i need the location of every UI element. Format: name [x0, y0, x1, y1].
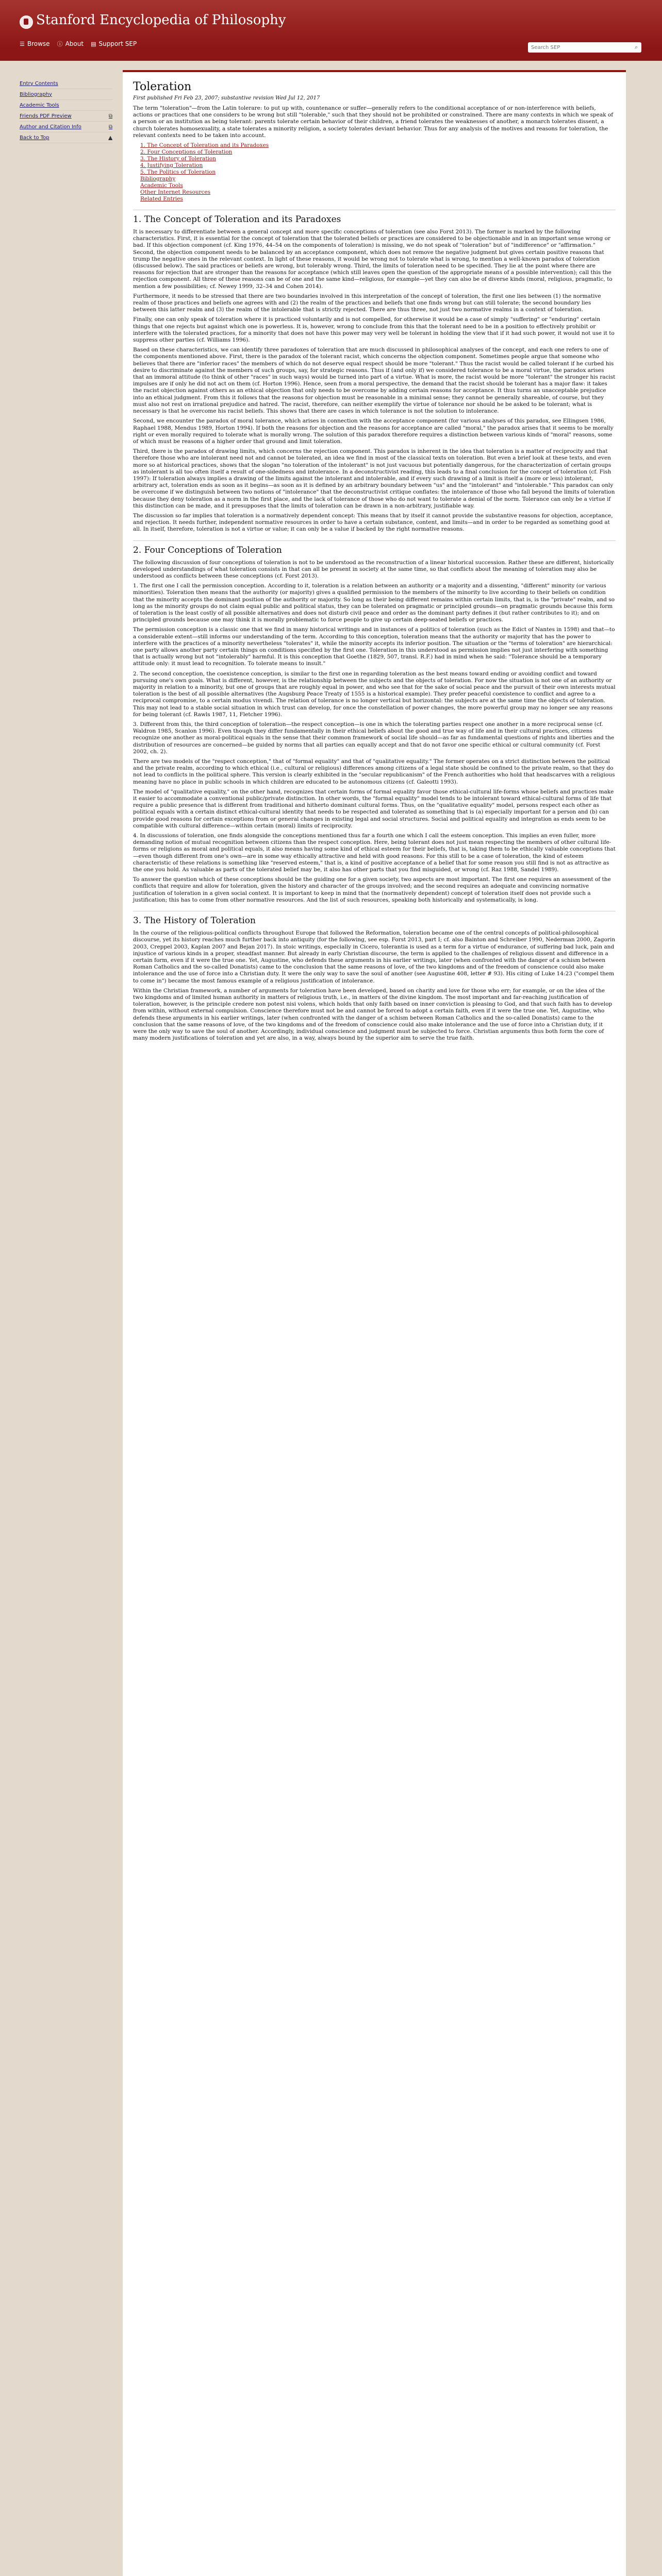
sidebar-item-label: Back to Top — [20, 134, 49, 141]
toc-link[interactable]: 5. The Politics of Toleration — [140, 169, 216, 176]
nav-browse[interactable] — [20, 40, 50, 48]
sidebar-item-label: Academic Tools — [20, 102, 59, 108]
sidebar-item-entry-contents[interactable] — [20, 78, 112, 89]
preamble — [133, 105, 616, 139]
body-paragraph: The following discussion of four conceptions of toleration is not to be understood as the reconstruction of a linear historical succession. Rather these are different, historically developed understandings of what toleration consists in that can all be present in society at the same time, so that conflicts about the meaning of toleration may also be understood as conflicts between these conceptions (cf. Forst 2013). — [133, 559, 614, 579]
toc-link[interactable]: Other Internet Resources — [140, 189, 211, 196]
sep-logo-icon[interactable] — [20, 15, 33, 29]
external-link-icon: ⧉ — [108, 124, 112, 130]
menu-icon: ☰ — [20, 40, 25, 47]
sidebar-item-author-citation[interactable] — [20, 122, 112, 132]
body-paragraph: There are two models of the "respect conception," that of "formal equality" and that of "qualitative equality." The former operates on a strict distinction between the political and the private realm, according to which ethical (i.e., cultural or religious) differences among citizens of a legal state should be confined to the private realm, so that they do not lead to conflicts in the political sphere. This version is clearly exhibited in the "secular republicanism" of the French authorities who hold that headscarves with a religious meaning have no place in public schools in which children are educated to be autonomous citizens (cf. Galeotti 1993). — [133, 758, 615, 785]
nav-about[interactable] — [57, 40, 84, 48]
sidebar-item-back-to-top[interactable] — [20, 132, 112, 143]
body-paragraph: 1. The first one I call the permission conception. According to it, toleration is a relation between an authority or a majority and a dissenting, "different" minority (or various minorities). Toleration then means that the authority (or majority) gives a qualified permission to the members of the minority to live according to their beliefs on condition that the minority accepts the dominant position of the authority or majority. So long as their being different remains within certain limits, that is, is the "private" realm, and so long as the minority groups do not claim equal public and political status, they can be tolerated on pragmatic or principled grounds—on pragmatic grounds because this form of toleration is the least costly of all possible alternatives and does not disturb civil peace and order as the dominant party defines it (but rather contributes to it); and on principled grounds because one may think it is morally problematic to force people to give up certain deep-seated beliefs or practices. — [133, 583, 615, 623]
section-heading: 3. The History of Toleration — [133, 911, 616, 926]
nav-support-label: Support SEP — [98, 40, 137, 47]
body-paragraph: In the course of the religious-political conflicts throughout Europe that followed the Reformation, toleration became one of the central concepts of political-philosophical discourse, yet its history reaches much further back into antiquity (for the following, see esp. Forst 2013, part I; cf. also Bainton and Schreiber 1990, Nederman 2000, Zagorin 2003, Creppel 2003, Kaplan 2007 and Bejan 2017). In stoic writings, especially in Cicero, tolerantia is used as a term for a virtue of endurance, of suffering bad luck, pain and injustice of various kinds in a proper, steadfast manner. But already in early Christian discourse, the term is applied to the challenges of religious dissent and difference in a certain form, even if it were the true one. Yet, Augustine, who defends these arguments in his earlier writings, later (when confronted with the danger of a schism between Roman Catholics and the so-called Donatists) came to the conclusion that the same reasons of love, of the two kingdoms and of the freedom of conscience could also make intolerance and the use of force into a Christian duty. It were the only way to save the soul of another (see Augustine 408, letter # 93). His citing of Luke 14:23 ("compel them to come in") became the most famous example of a religious justification of intolerance. — [133, 930, 616, 984]
body-paragraph: 2. The second conception, the coexistence conception, is similar to the first one in regarding toleration as the best means toward ending or avoiding conflict and toward pursuing one's own goals. What is different, however, is the relationship between the subjects and the objects of toleration. For now the situation is not one of an authority or majority in relation to a minority, but one of groups that are roughly equal in power, and who see that for the sake of social peace and the pursuit of their own interests mutual toleration is the best of all possible alternatives (the Augsburg Peace Treaty of 1555 is a historical example). They prefer peaceful coexistence to conflict and agree to a reciprocal compromise, to a certain modus vivendi. The relation of tolerance is no longer vertical but horizontal: the subjects are at the same time the objects of toleration. This may not lead to a stable social situation in which trust can develop, for once the constellation of power changes, the more powerful group may no longer see any reasons for being tolerant (cf. Rawls 1987, 11, Fletcher 1996). — [133, 670, 616, 718]
body-paragraph: 4. In discussions of toleration, one finds alongside the conceptions mentioned thus far a fourth one which I call the esteem conception. This implies an even fuller, more demanding notion of mutual recognition between citizens than the respect conception. Here, being tolerant does not just mean respecting the members of other cultural life-forms or religions as moral and political equals, it also means having some kind of ethical esteem for their beliefs, that is, taking them to be ethically valuable conceptions that—even though different from one's own—are in some way ethically attractive and held with good reasons. For this still to be a case of toleration, the kind of esteem characteristic of these relations is something like "reserved esteem," that is, a kind of positive acceptance of a belief that for some reason you still find is not as attractive as the one you hold. As valuable as parts of the tolerated belief may be, it also has other parts that you find misguided, or wrong (cf. Raz 1988, Sandel 1989). — [133, 833, 616, 873]
nav-browse-label: Browse — [27, 40, 50, 47]
search-icon[interactable]: ⌕ — [635, 44, 638, 50]
toc-link[interactable]: 2. Four Conceptions of Toleration — [140, 149, 233, 156]
section-heading: 1. The Concept of Toleration and its Paradoxes — [133, 210, 616, 225]
toc-link[interactable]: 4. Justifying Toleration — [140, 162, 203, 169]
body-paragraph: Furthermore, it needs to be stressed that there are two boundaries involved in this interpretation of the concept of toleration, the first one lies between (1) the normative realm of those practices and beliefs one agrees with and (2) the realm of the practices and beliefs that one finds wrong but can still tolerate; the second boundary lies between this latter realm and (3) the realm of the intolerable that is strictly rejected. There are thus three, not just two normative realms in a context of toleration. — [133, 293, 601, 313]
body-paragraph: The permission conception is a classic one that we find in many historical writings and in instances of a politics of toleration (such as the Edict of Nantes in 1598) and that—to a considerable extent—still informs our understanding of the term. According to this conception, toleration means that the authority or majority that has the power to interfere with the practices of a minority nevertheless "tolerates" it, while the minority accepts its inferior position. The situation or the "terms of toleration" are hierarchical: one party allows another party certain things on conditions specified by the first one. Toleration in this understood as permission implies not just interfering with something that is actually wrong but not "intolerably" harmful. It is this conception that Goethe (1829, 507, transl. R.F.) had in mind when he said: "Tolerance should be a temporary attitude only: it must lead to recognition. To tolerate means to insult." — [133, 626, 615, 667]
toc-link[interactable]: 3. The History of Toleration — [140, 156, 216, 162]
body-paragraph: Based on these characteristics, we can identify three paradoxes of toleration that are much discussed in philosophical analyses of the concept, and each one refers to one of the components mentioned above. First, there is the paradox of the tolerant racist, which concerns the objection component. Sometimes people argue that someone who believes that there are "inferior races" the members of which do not deserve equal respect should be more "tolerant." Thus the racist would be called tolerant if he curbed his desire to discriminate against the members of such groups, say, for strategic reasons. Thus if (and only if) we considered tolerance to be a moral virtue, the paradox arises that an immoral attitude (to think of other "races" in such ways) would be turned into part of a virtue. What is more, the racist would be more "tolerant" the stronger his racist impulses are if only he did not act on them (cf. Horton 1996). Hence, seen from a moral perspective, the demand that the racist should be tolerant has a major flaw: it takes the racist objection against others as an ethical objection that only needs to be overcome by adding certain reasons for acceptance. It thus turns an unacceptable prejudice into an ethical judgment. From this it follows that the reasons for objection must be reasonable in a minimal sense; they cannot be generally shareable, of course, but they must also not rest on irrational prejudice and hatred. The racist, therefore, can neither exemplify the virtue of tolerance nor should he be asked to be tolerant; what is necessary is that he overcome his racist beliefs. This shows that there are cases in which tolerance is not the solution to intolerance. — [133, 347, 616, 415]
search-box — [528, 42, 641, 53]
sidebar — [20, 78, 112, 143]
sidebar-item-friends-pdf[interactable] — [20, 111, 112, 122]
table-of-contents — [140, 142, 616, 202]
external-link-icon: ⧉ — [108, 113, 112, 119]
publication-info: First published Fri Feb 23, 2007; substantive revision Wed Jul 12, 2017 — [133, 95, 320, 101]
sidebar-item-bibliography[interactable] — [20, 89, 112, 100]
body-paragraph: It is necessary to differentiate between a general concept and more specific conceptions of toleration (see also Forst 2013). The former is marked by the following characteristics. First, it is essential for the concept of toleration that the tolerated beliefs or practices are considered to be objectionable and in an important sense wrong or bad. If this objection component (cf. King 1976, 44–54 on the components of toleration) is missing, we do not speak of "toleration" but of "indifference" or "affirmation." Second, the objection component needs to be balanced by an acceptance component, which does not remove the negative judgment but gives certain positive reasons that trump the negative ones in the relevant context. In light of these reasons, it would be wrong not to tolerate what is wrong, to mention a well-known paradox of toleration (discussed below). The said practices or beliefs are wrong, but tolerably wrong. Third, the limits of toleration need to be specified. They lie at the point where there are reasons for rejection that are stronger than the reasons for acceptance (which still leaves open the question of the appropriate means of a possible intervention); call this the rejection component. All three of these reasons can be of one and the same kind—religious, for example—yet they can also be of diverse kinds (moral, religious, pragmatic, to mention a few possibilities; cf. Newey 1999, 32–34 and Cohen 2014). — [133, 229, 613, 290]
section-heading: 2. Four Conceptions of Toleration — [133, 540, 616, 555]
caret-up-icon: ▲ — [108, 134, 112, 141]
toc-link[interactable]: Bibliography — [140, 176, 176, 182]
body-paragraph: Finally, one can only speak of toleration where it is practiced voluntarily and is not compelled, for otherwise it would be a case of simply "suffering" or "enduring" certain things that one rejects but against which one is powerless. It is, however, wrong to conclude from this that the tolerant need to be in a position to effectively prohibit or interfere with the tolerated practices, for a minority that does not have this power may very well be tolerant in holding the view that if it had such power, it would not use it to suppress other parties (cf. Williams 1996). — [133, 316, 615, 344]
sidebar-item-label: Entry Contents — [20, 80, 58, 87]
body-paragraph: The discussion so far implies that toleration is a normatively dependent concept: This means that by itself it cannot provide the substantive reasons for objection, acceptance, and rejection. It needs further, independent normative resources in order to have a certain substance, content, and limits—and in order to be regarded as something good at all. In itself, therefore, toleration is not a virtue or value; it can only be a value if backed by the right normative reasons. — [133, 512, 613, 533]
sidebar-item-label: Author and Citation Info — [20, 124, 81, 130]
info-icon: ⓘ — [57, 41, 63, 47]
site-title[interactable]: Stanford Encyclopedia of Philosophy — [36, 12, 286, 28]
body-paragraph: Within the Christian framework, a number of arguments for toleration have been developed, based on charity and love for those who err; for example, or on the idea of the two kingdoms and of limited human authority in matters of religious truth, i.e., in matters of the divine kingdom. The most important and far-reaching justification of toleration, however, is the principle credere non potest nisi volens, which holds that only faith based on inner conviction is pleasing to God, and that such faith has to develop from within, without external compulsion. Conscience therefore must not be and cannot be forced to adopt a certain faith, even if it were the true one. Yet, Augustine, who defends these arguments in his earlier writings, later (when confronted with the danger of a schism between Roman Catholics and the so-called Donatists) came to the conclusion that the same reasons of love, of the two kingdoms and of the freedom of conscience could also make intolerance and the use of force into a Christian duty, if it were the only way to save the soul of another. Accordingly, individual conscience and judgment must be subjected to force. Christian arguments thus both form the core of many modern justifications of toleration and yet are also, in a way, always bound by the superior aim to serve the true faith. — [133, 987, 613, 1042]
sidebar-item-label: Bibliography — [20, 91, 52, 97]
document-icon: ▤ — [91, 40, 96, 47]
sidebar-item-label: Friends PDF Preview — [20, 113, 72, 119]
sidebar-item-academic-tools[interactable] — [20, 100, 112, 111]
search-input[interactable] — [528, 45, 635, 50]
body-paragraph: The model of "qualitative equality," on the other hand, recognizes that certain forms of formal equality favor those ethical-cultural life-forms whose beliefs and practices make it easier to accommodate a conventional public/private distinction. In other words, the "formal equality" model tends to be intolerant toward ethical-cultural forms of life that require a public presence that is different from traditional and hitherto dominant cultural forms. Thus, on the "qualitative equality" model, persons respect each other as political equals with a certain distinct ethical-cultural identity that needs to be respected and tolerated as something that is (a) especially important for a person and (b) can provide good reasons for certain exceptions from or general changes in existing legal and social structures. Social and political equality and integration as ends seem to be compatible with cultural difference—within certain (moral) limits of reciprocity. — [133, 788, 614, 829]
page-title: Toleration — [133, 80, 192, 93]
main-nav — [20, 40, 137, 48]
body-paragraph: To answer the question which of these conceptions should be the guiding one for a given society, two aspects are most important. The first one requires an assessment of the conflicts that require and allow for toleration, given the history and character of the groups involved; and the second requires an adequate and convincing normative justification of toleration in a given social context. It is important to keep in mind that the (normatively dependent) concept of toleration itself does not provide such a justification; this has to come from other normative resources. And the list of such resources, speaking both historically and systematically, is long. — [133, 876, 611, 903]
body-paragraph: Third, there is the paradox of drawing limits, which concerns the rejection component. This paradox is inherent in the idea that toleration is a matter of reciprocity and that therefore those who are intolerant need not and cannot be tolerated, an idea we find in most of the classical texts on toleration. But even a brief look at these texts, and even more so at historical practices, shows that the slogan "no toleration of the intolerant" is not just vacuous but potentially dangerous, for the characterization of certain groups as intolerant is all too often itself a result of one-sidedness and intolerance. In a deconstructivist reading, this leads to a final conclusion for the concept of toleration (cf. Fish 1997): If toleration always implies a drawing of the limits against the intolerant and intolerable, and if every such drawing of a limit is itself a (more or less) intolerant, arbitrary act, toleration ends as soon as it begins—as soon as it is defined by an arbitrary boundary between "us" and the "intolerant" and "intolerable." This paradox can only be overcome if we distinguish between two notions of "intolerance" that the deconstructivist critique conflates: the intolerance of those who fall beyond the limits of toleration because they deny toleration as a norm in the first place, and the lack of tolerance of those who do not want to tolerate a denial of the norm. Tolerance can only be a virtue if this distinction can be made, and it presupposes that the limits of toleration can be drawn in a non-arbitrary, justifiable way. — [133, 448, 615, 509]
body-paragraph: 3. Different from this, the third conception of toleration—the respect conception—is one in which the tolerating parties respect one another in a more reciprocal sense (cf. Waldron 1985, Scanlon 1996). Even though they differ fundamentally in their ethical beliefs about the good and true way of life and in their cultural practices, citizens recognize one another as moral-political equals in the sense that their common framework of social life should—as far as fundamental questions of rights and liberties and the distribution of resources are concerned—be guided by norms that all parties can equally accept and that do not favor one specific ethical or cultural community (cf. Forst 2002, ch. 2). — [133, 721, 615, 755]
nav-support[interactable] — [91, 40, 137, 48]
body-paragraph: Second, we encounter the paradox of moral tolerance, which arises in connection with the acceptance component (for various analyses of this paradox, see Ellingsen 1986, Raphael 1988, Mendus 1989, Horton 1994). If both the reasons for objection and the reasons for acceptance are called "moral," the paradox arises that it seems to be morally right or even morally required to tolerate what is morally wrong. The solution of this paradox therefore requires a distinction between various kinds of "moral" reasons, some of which must be reasons of a higher order that ground and limit toleration. — [133, 418, 614, 445]
toc-link[interactable]: Related Entries — [140, 196, 183, 202]
intro-paragraph: The term "toleration"—from the Latin tolerare: to put up with, countenance or suffer—generally refers to the conditional acceptance of or non-interference with beliefs, actions or practices that one considers to be wrong but still "tolerable," such that they should not be prohibited or constrained. There are many contexts in which we speak of a person or an institution as being tolerant: parents tolerate certain behavior of their children, a friend tolerates the weaknesses of another, a monarch tolerates dissent, a church tolerates homosexuality, a state tolerates a minority religion, a society tolerates deviant behavior. Thus for any analysis of the motives and reasons for toleration, the relevant contexts need to be taken into account. — [133, 105, 614, 139]
toc-link[interactable]: Academic Tools — [140, 182, 183, 189]
toc-link[interactable]: 1. The Concept of Toleration and its Paradoxes — [140, 142, 269, 149]
nav-about-label: About — [65, 40, 84, 47]
article-panel — [123, 70, 626, 2576]
site-header — [0, 0, 662, 61]
article-body — [133, 210, 616, 1042]
